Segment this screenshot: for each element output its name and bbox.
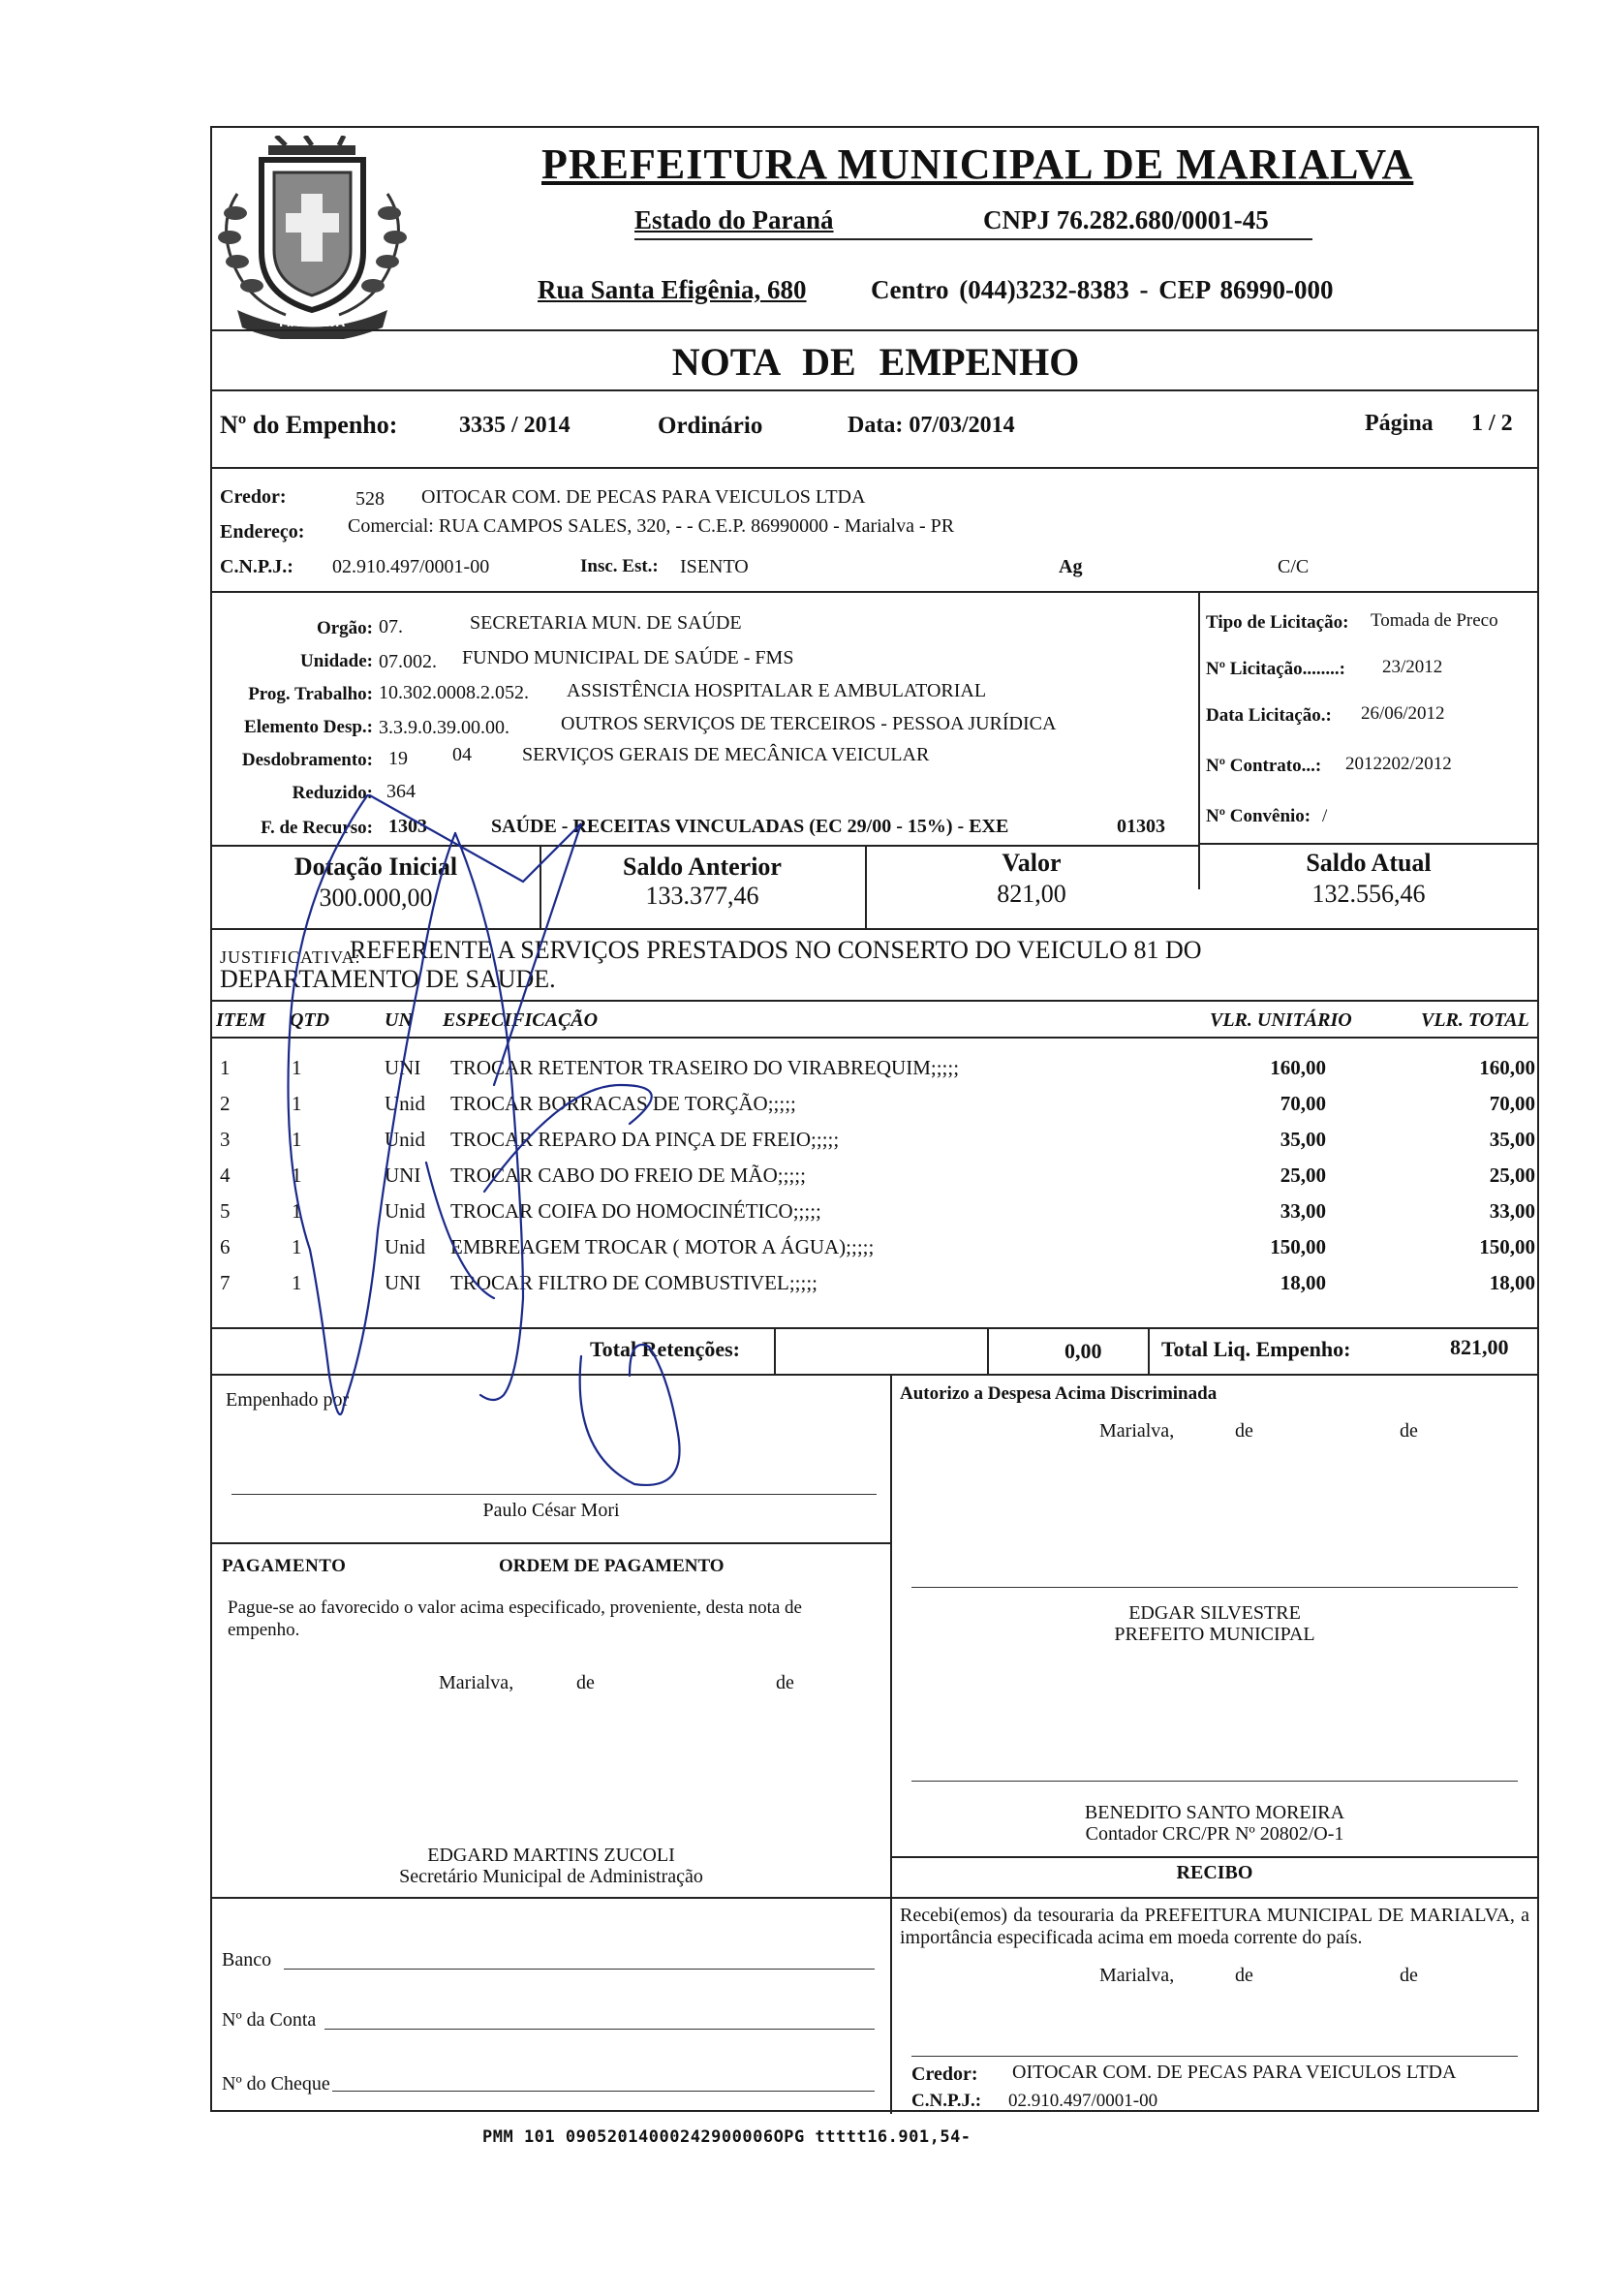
cc-label: C/C [1278,556,1310,577]
col-unit-value: VLR. UNITÁRIO [1210,1009,1352,1031]
item-qty: 1 [292,1056,302,1079]
desdobramento-label: Desdobramento: [241,750,373,770]
item-total-value: 25,00 [1489,1164,1535,1187]
item-number: 4 [220,1164,231,1187]
dotacao-inicial-value: 300.000,00 [319,884,433,912]
tipo-licitacao-label: Tipo de Licitação: [1206,612,1349,633]
item-total-value: 150,00 [1479,1235,1535,1258]
contador-name: BENEDITO SANTO MOREIRA [1084,1802,1345,1823]
autorizo-text: Autorizo a Despesa Acima Discriminada [900,1383,1218,1404]
tipo-licitacao-value: Tomada de Preco [1371,610,1498,631]
col-qtd: QTD [290,1009,330,1031]
col-total-value: VLR. TOTAL [1421,1009,1529,1031]
recibo-title: RECIBO [1176,1862,1253,1883]
recurso-number: 01303 [1117,816,1165,837]
item-qty: 1 [292,1128,302,1151]
pagamento-place: Marialva, [439,1672,514,1693]
desdobramento-name: SERVIÇOS GERAIS DE MECÂNICA VEICULAR [522,744,930,765]
total-liq-label: Total Liq. Empenho: [1161,1337,1351,1361]
credor-name: OITOCAR COM. DE PECAS PARA VEICULOS LTDA [421,486,866,508]
cheque-label: Nº do Cheque [222,2073,330,2094]
item-number: 6 [220,1235,231,1258]
prefeito-title: PREFEITO MUNICIPAL [1114,1624,1315,1645]
retencoes-value: 0,00 [1064,1339,1102,1363]
item-unit: Unid [385,1199,425,1223]
autorizo-place: Marialva, [1099,1420,1175,1442]
address-label: Endereço: [220,521,305,543]
item-unit: Unid [385,1128,425,1151]
item-qty: 1 [292,1092,302,1115]
reduzido-label: Reduzido: [292,783,373,803]
document-title: NOTA DE EMPENHO [671,340,1080,384]
municipality-title: PREFEITURA MUNICIPAL DE MARIALVA [541,140,1414,188]
empenho-number: 3335 / 2014 [459,413,571,438]
district-phone: Centro (044)3232-8383 - CEP 86990-000 [871,275,1334,304]
credor-cnpj: 02.910.497/0001-00 [332,556,490,577]
secretario-title: Secretário Municipal de Administração [399,1866,703,1887]
contrato-number: 2012202/2012 [1345,754,1452,774]
item-description: TROCAR REPARO DA PINÇA DE FREIO;;;;; [450,1128,840,1151]
convenio-number: / [1322,806,1328,826]
item-total-value: 35,00 [1489,1128,1535,1151]
page-number: 1 / 2 [1471,411,1513,436]
item-number: 5 [220,1199,231,1223]
recibo-text: Recebi(emos) da tesouraria da PREFEITURA MUNICIPAL DE MARIALVA, a importância especificada acima em moeda corrente do país. [900,1905,1529,1948]
item-unit: Unid [385,1235,425,1258]
orgao-name: SECRETARIA MUN. DE SAÚDE [470,612,742,634]
item-unit-value: 70,00 [1280,1092,1326,1115]
svg-text:MARIALVA: MARIALVA [279,316,345,329]
item-description: EMBREAGEM TROCAR ( MOTOR A ÁGUA);;;;; [450,1235,875,1258]
orgao-code: 07. [379,616,403,637]
item-unit-value: 18,00 [1280,1271,1326,1294]
empenhado-label: Empenhado por [226,1389,350,1411]
pagamento-text: Pague-se ao favorecido o valor acima especificado, proveniente, desta nota de empenho. [228,1598,802,1640]
item-total-value: 33,00 [1489,1199,1535,1223]
footer-print-code: PMM 101 09052014000242900006OPG ttttt16.901,54- [482,2127,972,2147]
item-unit-value: 35,00 [1280,1128,1326,1151]
recibo-de-1: de [1235,1965,1253,1986]
justificativa-line-1: REFERENTE A SERVIÇOS PRESTADOS NO CONSERTO DO VEICULO 81 DO [350,936,1202,964]
item-unit: UNI [385,1271,421,1294]
handwritten-signature [262,794,707,1492]
saldo-atual-value: 132.556,46 [1311,880,1426,908]
item-unit-value: 33,00 [1280,1199,1326,1223]
recibo-credor-name: OITOCAR COM. DE PECAS PARA VEICULOS LTDA [1012,2062,1457,2083]
col-spec: ESPECIFICAÇÃO [443,1009,599,1031]
insc-label: Insc. Est.: [580,556,659,576]
contador-title: Contador CRC/PR Nº 20802/O-1 [1085,1823,1344,1845]
col-un: UN [385,1009,413,1031]
unidade-label: Unidade: [300,651,373,671]
licitacao-date-label: Data Licitação.: [1206,705,1332,726]
conta-field[interactable] [324,2029,875,2030]
item-unit-value: 150,00 [1270,1235,1326,1258]
saldo-atual-label: Saldo Atual [1306,849,1432,877]
reduzido-value: 364 [386,781,416,802]
prefeito-name: EDGAR SILVESTRE [1128,1602,1301,1624]
recurso-name: SAÚDE - RECEITAS VINCULADAS (EC 29/00 - 15%) - EXE [491,816,1009,837]
recibo-de-2: de [1400,1965,1418,1986]
item-qty: 1 [292,1271,302,1294]
item-number: 7 [220,1271,231,1294]
ag-label: Ag [1059,556,1083,577]
item-description: TROCAR COIFA DO HOMOCINÉTICO;;;;; [450,1199,821,1223]
licitacao-date: 26/06/2012 [1361,703,1445,724]
empenhado-name: Paulo César Mori [482,1500,620,1521]
item-number: 3 [220,1128,231,1151]
empenho-label: Nº do Empenho: [220,411,398,439]
item-qty: 1 [292,1164,302,1187]
item-number: 1 [220,1056,231,1079]
empenho-type: Ordinário [658,413,763,439]
credor-address: Comercial: RUA CAMPOS SALES, 320, - - C.E.P. 86990000 - Marialva - PR [348,515,955,537]
item-description: TROCAR CABO DO FREIO DE MÃO;;;;; [450,1164,806,1187]
autorizo-de-1: de [1235,1420,1253,1442]
cnpj-label: C.N.P.J.: [220,556,293,577]
item-total-value: 70,00 [1489,1092,1535,1115]
saldo-anterior-value: 133.377,46 [645,882,759,910]
recurso-code: 1303 [388,816,427,837]
empenho-date: Data: 07/03/2014 [848,413,1015,438]
prog-name: ASSISTÊNCIA HOSPITALAR E AMBULATORIAL [567,680,987,701]
orgao-label: Orgão: [316,618,373,638]
convenio-label: Nº Convênio: [1206,806,1311,826]
item-unit-value: 160,00 [1270,1056,1326,1079]
item-unit-value: 25,00 [1280,1164,1326,1187]
banco-field[interactable] [284,1969,875,1970]
total-liq-value: 821,00 [1450,1335,1509,1359]
ordem-pagamento-title: ORDEM DE PAGAMENTO [499,1556,725,1576]
page-label: Página [1365,411,1434,436]
item-unit: UNI [385,1164,421,1187]
item-unit: Unid [385,1092,425,1115]
recibo-credor-label: Credor: [911,2063,978,2085]
item-qty: 1 [292,1199,302,1223]
prog-code: 10.302.0008.2.052. [379,682,529,703]
unidade-code: 07.002. [379,651,437,672]
item-unit: UNI [385,1056,421,1079]
item-description: TROCAR BORRACAS DE TORÇÃO;;;;; [450,1092,796,1115]
recibo-place: Marialva, [1099,1965,1175,1986]
item-qty: 1 [292,1235,302,1258]
recibo-cnpj: 02.910.497/0001-00 [1008,2091,1158,2111]
dotacao-inicial-label: Dotação Inicial [293,853,458,881]
item-number: 2 [220,1092,231,1115]
pagamento-de-1: de [576,1672,595,1693]
state-name: Estado do Paraná [634,205,834,234]
contrato-label: Nº Contrato...: [1206,756,1322,776]
pagamento-de-2: de [776,1672,794,1693]
banco-label: Banco [222,1949,272,1970]
elemento-name: OUTROS SERVIÇOS DE TERCEIROS - PESSOA JURÍDICA [561,713,1057,734]
street-address: Rua Santa Efigênia, 680 [538,275,807,304]
item-description: TROCAR FILTRO DE COMBUSTIVEL;;;;; [450,1271,818,1294]
credor-label: Credor: [220,486,287,508]
credor-code: 528 [355,488,385,510]
prog-label: Prog. Trabalho: [248,684,373,704]
col-item: ITEM [216,1009,266,1031]
item-description: TROCAR RETENTOR TRASEIRO DO VIRABREQUIM;;;;; [450,1056,960,1079]
secretario-name: EDGARD MARTINS ZUCOLI [427,1845,675,1866]
desdobramento-code: 19 [388,748,408,769]
cheque-field[interactable] [332,2091,875,2092]
recurso-label: F. de Recurso: [261,818,373,838]
licitacao-number-label: Nº Licitação........: [1206,659,1345,679]
cnpj-header: CNPJ 76.282.680/0001-45 [983,205,1269,234]
retencoes-label: Total Retenções: [590,1337,740,1361]
justificativa-line-2: DEPARTAMENTO DE SAUDE. [220,965,556,993]
saldo-anterior-label: Saldo Anterior [623,853,782,881]
valor-value: 821,00 [997,880,1066,908]
autorizo-de-2: de [1400,1420,1418,1442]
credor-insc: ISENTO [680,556,749,577]
unidade-name: FUNDO MUNICIPAL DE SAÚDE - FMS [462,647,794,668]
elemento-code: 3.3.9.0.39.00.00. [379,717,509,738]
licitacao-number: 23/2012 [1382,657,1443,677]
item-total-value: 160,00 [1479,1056,1535,1079]
desdobramento-subcode: 04 [452,744,472,765]
item-total-value: 18,00 [1489,1271,1535,1294]
recibo-cnpj-label: C.N.P.J.: [911,2091,982,2111]
valor-label: Valor [1002,849,1062,877]
justificativa-label: JUSTIFICATIVA: [220,947,361,967]
conta-label: Nº da Conta [222,2009,317,2031]
elemento-label: Elemento Desp.: [244,717,373,737]
pagamento-label: PAGAMENTO [222,1556,347,1576]
